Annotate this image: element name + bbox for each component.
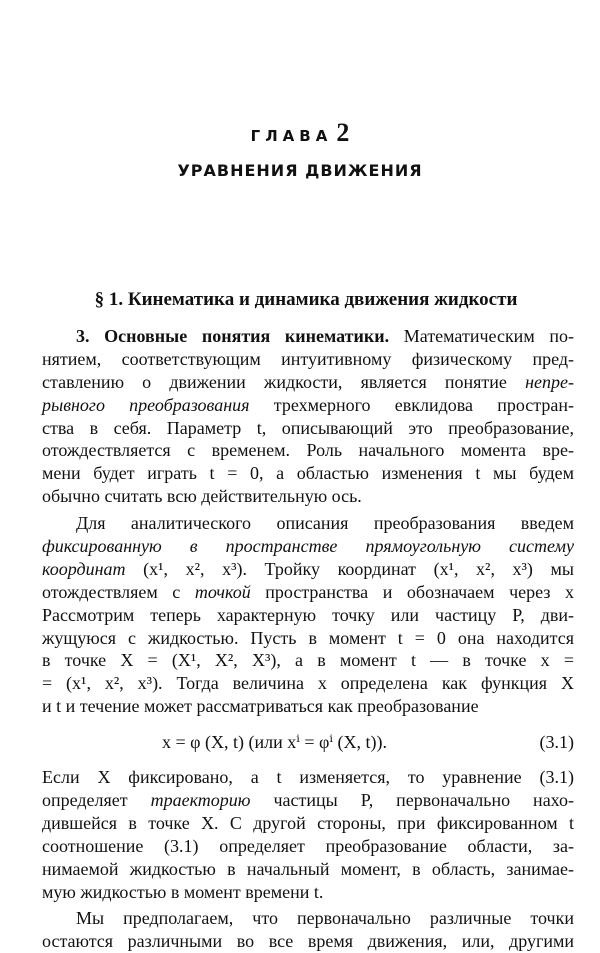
text-span: отождествляем с [42,581,195,602]
body-text [42,325,574,953]
formula-row [42,718,574,766]
text-line: дившейся в точке X. С другой стороны, при фиксированном t [42,812,574,833]
chapter-number: 2 [336,118,350,147]
text-line: = (x¹, x², x³). Тогда величина x определена как функция X [42,673,574,694]
text-line: Рассмотрим теперь характерную точку или частицу P, дви- [42,604,574,625]
italic-term: координат [42,558,126,579]
text-line: жущуюся с жидкостью. Пусть в момент t = 0 она находится [42,627,574,648]
text-span: (x¹, x², x³). Тройку координат (x¹, x², x³) мы [125,558,574,579]
text-line [42,789,574,812]
text-span: трехмерного евклидова простран- [249,394,574,415]
chapter-word: ГЛАВА [250,127,333,145]
text-span: ставлению о движении жидкости, является понятие [42,371,526,392]
chapter-title: УРАВНЕНИЯ ДВИЖЕНИЯ [177,161,423,180]
text-line: мую жидкостью в момент времени t. [42,881,324,902]
text-span: частицы P, первоначально нахо- [250,790,574,811]
text-line: нятием, соответствующим интуитивному физическому пред- [42,348,574,369]
section-title: § 1. Кинематика и динамика движения жидкости [94,289,518,310]
formula-number: (3.1) [539,732,574,753]
text-line: в точке X = (X¹, X², X³), а в момент t — в точке x = [42,650,574,671]
italic-term: непре- [525,371,574,392]
text-line [42,394,574,417]
paragraph-heading: 3. Основные понятия кинематики. [76,326,390,346]
text-line: отождествляется с временем. Роль начального момента вре- [42,440,574,461]
text-line: остаются различными во все время движения, или, другими [42,931,574,952]
formula: x = φ (X, t) (или xⁱ = φⁱ (X, t)). [162,732,388,753]
text-line: соотношение (3.1) определяет преобразование области, за- [42,835,574,856]
text-line [42,325,574,348]
text-span: Математическим по- [389,326,574,346]
text-line [42,371,574,394]
text-line: мени будет играть t = 0, а областью изменения t мы будем [42,463,574,484]
text-line: Мы предполагаем, что первоначально различные точки [76,908,574,929]
italic-line: фиксированную в пространстве прямоугольную систему [42,536,574,557]
italic-term: траекторию [150,790,251,811]
italic-term: рывного преобразования [42,394,250,415]
text-span: определяет [42,790,151,811]
text-span: пространства и обозначаем через x [250,581,574,602]
text-line [42,558,574,581]
text-line [42,581,574,604]
text-line: обычно считать всю действительную ось. [42,486,362,507]
text-line: Если X фиксировано, а t изменяется, то уравнение (3.1) [42,767,574,788]
text-line: и t и течение может рассматриваться как преобразование [42,696,479,717]
chapter-label [0,118,600,148]
text-line: нимаемой жидкостью в начальный момент, в область, занимае- [42,858,574,879]
text-line: Для аналитического описания преобразования введем [76,513,574,534]
italic-term: точкой [194,581,251,602]
text-line: ства в себя. Параметр t, описывающий это преобразование, [42,417,574,438]
